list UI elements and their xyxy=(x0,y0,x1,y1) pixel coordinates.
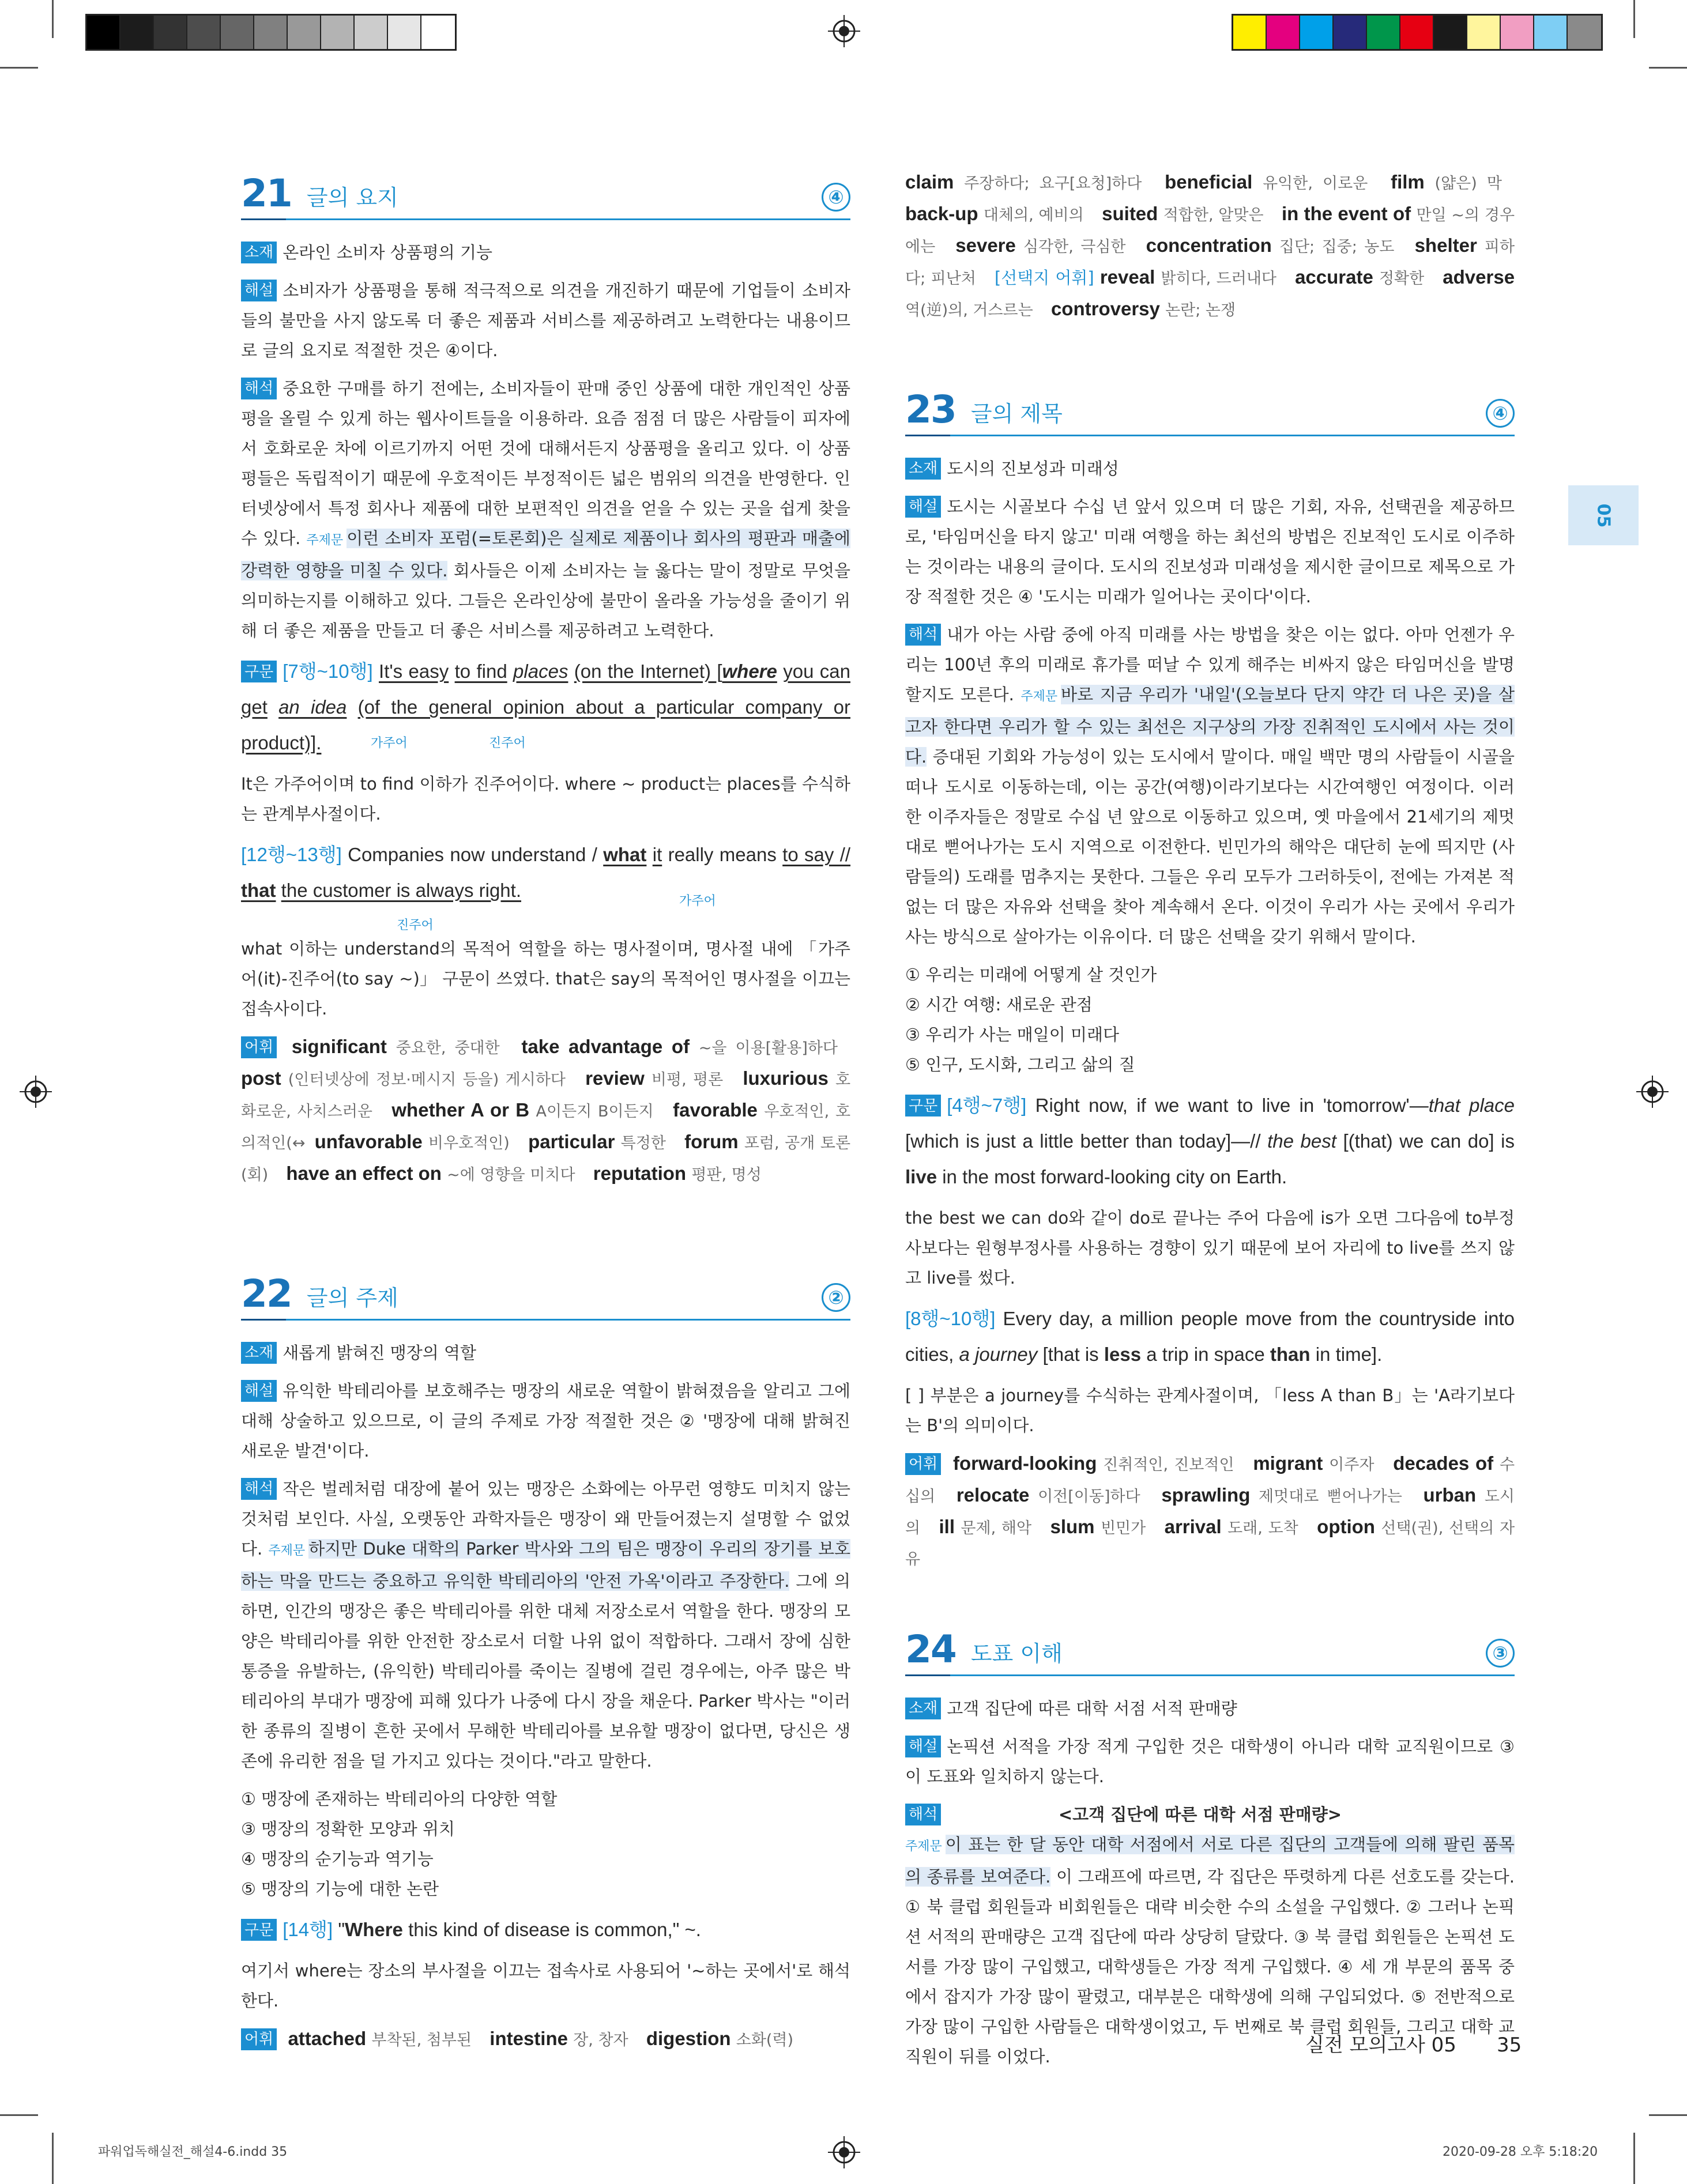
vocab-word: sprawling xyxy=(1161,1484,1251,1506)
vocab-meaning: ~을 이용[활용]하다 xyxy=(698,1039,838,1057)
section-number: 24 xyxy=(905,1627,956,1672)
sentence-fragment: (of the general opinion about a particular company or product)]. xyxy=(241,696,851,753)
vocab-meaning: 이주자 xyxy=(1329,1456,1375,1474)
sentence-fragment: Companies now understand / xyxy=(348,844,597,865)
vocab-word: slum xyxy=(1050,1516,1095,1537)
vocab-meaning: 진취적인, 진보적인 xyxy=(1103,1456,1234,1474)
vocab-meaning: 피하다; 피난처 xyxy=(905,238,1515,288)
vocab-meaning: 적합한, 알맞은 xyxy=(1163,206,1264,224)
sentence-keyword: live xyxy=(905,1166,937,1187)
vocab-meaning: 평판, 명성 xyxy=(691,1166,762,1184)
crop-mark xyxy=(0,2114,38,2116)
vocab-block xyxy=(241,1032,850,1190)
sentence-fragment: in the most forward-looking city on Earth. xyxy=(942,1166,1287,1187)
vocab-meaning: (인터넷상에 정보·메시지 등을) 게시하다 xyxy=(288,1071,566,1089)
vocab-word: arrival xyxy=(1164,1516,1222,1537)
sentence-fragment: to find xyxy=(454,661,507,682)
vocab-word: forum xyxy=(684,1131,739,1152)
sentence-fragment: " xyxy=(338,1919,345,1940)
sentence-keyword: than xyxy=(1270,1344,1311,1365)
vocab-word: particular xyxy=(528,1131,615,1152)
vocab-word: intestine xyxy=(489,2028,568,2049)
sentence-keyword: where xyxy=(722,661,777,682)
color-swatch xyxy=(355,16,388,49)
sojae-block xyxy=(241,237,850,267)
vocab-word: forward-looking xyxy=(953,1453,1097,1474)
vocab-meaning: A이든지 B이든지 xyxy=(536,1103,654,1121)
sojae-tag: 소재 xyxy=(905,1698,941,1719)
choice-item: ③ 우리가 사는 매일이 미래다 xyxy=(905,1025,1120,1044)
sentence-fragment: that place xyxy=(1428,1095,1515,1116)
vocab-meaning: 유익한, 이로운 xyxy=(1263,175,1368,193)
gumun-block xyxy=(905,1088,1515,1195)
vocab-meaning: 심각한, 극심한 xyxy=(1023,238,1126,256)
answer-badge: ③ xyxy=(1486,1639,1515,1668)
color-swatch xyxy=(221,16,254,49)
sojae-block xyxy=(905,454,1515,484)
vocab-word: concentration xyxy=(1146,235,1272,256)
haeseok-text: 중요한 구매를 하기 전에는, 소비자들이 판매 중인 상품에 대한 개인적인 상품평을 올릴 수 있게 하는 웹사이트들을 이용하라. 요즘 점점 더 많은 사람들이 피자에서 호화로운 차에 이르기까지 어떤 것에 대해서든지 상품평을 올리고 있다. 이 상품평들은 독립적이기 때문에 우호적이든 부정적이든 넓은 범위의 의견을 반영한다. 인터넷상에서 특정 회사나 제품에 대한 보편적인 의견을 얻을 수 있는 곳을 쉽게 찾을 수 있다. xyxy=(241,379,850,548)
crop-mark xyxy=(1633,0,1635,38)
vocab-word: suited xyxy=(1102,203,1158,224)
vocab-tag: 어휘 xyxy=(905,1453,941,1475)
vocab-word: whether A or B xyxy=(391,1099,530,1121)
sojae-block xyxy=(905,1693,1515,1723)
vocab-word: decades of xyxy=(1393,1453,1494,1474)
sentence-keyword: that xyxy=(241,880,276,901)
vocab-word: digestion xyxy=(646,2028,731,2049)
crop-mark xyxy=(1649,2114,1687,2116)
line-ref: [7행~10행] xyxy=(283,661,373,682)
right-column xyxy=(905,167,1515,2080)
vocab-meaning: 장, 창자 xyxy=(573,2031,628,2049)
vocab-word: luxurious xyxy=(743,1068,829,1089)
color-swatch xyxy=(1267,16,1300,49)
topic-sentence-label: 주제문 xyxy=(306,533,344,548)
color-swatch xyxy=(1568,16,1601,49)
haeseok-text: 증대된 기회와 가능성이 있는 도시에서 말이다. 매일 백만 명의 사람들이 시골을 떠나 도시로 이동하는데, 이는 공간(여행)이라기보다는 시간여행인 여정이다. 이러한 이주자들은 정말로 수십 년 앞으로 이동하고 있으며, 옛 마을에서 21세기의 제멋대로 뻗어나가는 도시 지역으로 이전한다. 빈민가의 해악은 대단히 눈에 띄지만 (사람들의) 도래를 멈추지는 못한다. 그들은 우리 모두가 그러하듯이, 전에는 가져본 적 없는 더 많은 자유와 선택을 찾아 계속해서 온다. 이것이 우리가 사는 곳에서 우리가 사는 방식으로 살아가는 이유이다. 더 많은 선택을 갖기 위해서 말이다. xyxy=(905,747,1515,946)
color-swatch xyxy=(1534,16,1568,49)
grammar-annotation xyxy=(241,729,850,749)
vocab-meaning: 만일 ~의 경우에는 xyxy=(905,206,1515,256)
sentence-fragment: to say // xyxy=(782,844,851,865)
choice-item: ④ 맹장의 순기능과 역기능 xyxy=(241,1849,434,1869)
sentence-fragment: a trip in space xyxy=(1146,1344,1265,1365)
choice-item: ⑤ 인구, 도시화, 그리고 삶의 질 xyxy=(905,1055,1135,1074)
topic-sentence: 하지만 Duke 대학의 Parker 박사와 그의 팀은 맹장이 우리의 장기를 보호하는 막을 만드는 중요하고 유익한 박테리아의 '안전 가옥'이라고 주장한다. xyxy=(241,1539,850,1591)
print-slug-timestamp: 2020-09-28 오후 5:18:20 xyxy=(1443,2145,1598,2159)
crop-mark xyxy=(1633,2133,1635,2184)
vocab-block xyxy=(905,1449,1515,1575)
vocab-meaning: 대체의, 예비의 xyxy=(983,206,1084,224)
section-23-header xyxy=(905,383,1515,436)
sojae-block xyxy=(241,1338,850,1368)
line-ref: [14행] xyxy=(283,1919,333,1940)
color-swatch xyxy=(421,16,455,49)
vocab-word: reputation xyxy=(593,1163,687,1184)
vocab-word: controversy xyxy=(1050,298,1160,319)
vocab-word: severe xyxy=(955,235,1016,256)
sentence-fragment: Right now, if we want to live in 'tomorrow'— xyxy=(1035,1095,1429,1116)
sentence-fragment: the best xyxy=(1267,1130,1336,1152)
vocab-word: migrant xyxy=(1253,1453,1323,1474)
sentence-fragment: It's easy xyxy=(379,661,449,682)
line-ref: [4행~7행] xyxy=(947,1095,1027,1116)
choice-item: ⑤ 맹장의 기능에 대한 논란 xyxy=(241,1879,439,1899)
sentence-keyword: Where xyxy=(345,1919,403,1940)
vocab-word: urban xyxy=(1423,1484,1477,1506)
gumun-tag: 구문 xyxy=(241,661,277,682)
color-swatch xyxy=(1434,16,1467,49)
section-spacer xyxy=(905,1583,1515,1623)
vocab-word: significant xyxy=(291,1036,387,1057)
vocab-meaning: 역(逆)의, 거스르는 xyxy=(905,301,1033,319)
vocab-meaning: ~에 영향을 미치다 xyxy=(447,1166,575,1184)
vocab-word: have an effect on xyxy=(286,1163,442,1184)
vocab-meaning: 우호적인, 호의적인(↔ xyxy=(241,1103,851,1152)
registration-mark-icon xyxy=(828,2136,860,2168)
gumun-note: [ ] 부분은 a journey를 수식하는 관계사절이며, 「less A than B」는 'A라기보다는 B'의 의미이다. xyxy=(905,1386,1515,1435)
crop-mark xyxy=(1649,67,1687,69)
chapter-number: 05 xyxy=(1593,503,1614,527)
haeseok-text: 그에 의하면, 인간의 맹장은 좋은 박테리아를 위한 대체 저장소로서 역할을 한다. 맹장의 모양은 박테리아를 위한 안전한 장소로서 더할 나위 없이 적합하다. 그래서 장에 심한 통증을 유발하는, (유익한) 박테리아를 죽이는 질병에 걸린 경우에는, 아주 많은 박테리아의 부대가 맹장에 피해 있다가 나중에 다시 장을 채운다. Parker 박사는 "이러한 종류의 질병이 흔한 곳에서 무해한 박테리아를 보유할 맹장이 없다면, 당신은 생존에 유리한 점을 덜 가지고 있다는 것이다."라고 말한다. xyxy=(241,1571,850,1771)
crop-mark xyxy=(52,0,54,38)
section-spacer xyxy=(905,334,1515,383)
line-ref: [12행~13행] xyxy=(241,844,342,865)
vocab-meaning: 정확한 xyxy=(1379,270,1425,288)
vocab-meaning: 비평, 평론 xyxy=(651,1071,724,1089)
color-swatch xyxy=(1467,16,1501,49)
answer-badge: ④ xyxy=(822,183,850,212)
haeseok-block xyxy=(241,1474,850,1776)
vocab-meaning: 도시의 xyxy=(905,1488,1515,1537)
crop-mark xyxy=(0,67,38,69)
vocab-word: post xyxy=(241,1068,281,1089)
color-swatch xyxy=(87,16,120,49)
vocab-meaning: 이전[이동]하다 xyxy=(1038,1488,1140,1506)
color-swatch xyxy=(1501,16,1534,49)
choice-item: ② 시간 여행: 새로운 관점 xyxy=(905,995,1093,1014)
vocab-word: film xyxy=(1391,171,1425,193)
grammar-annotation xyxy=(241,894,850,933)
section-21-header xyxy=(241,167,850,220)
vocab-word: shelter xyxy=(1414,235,1477,256)
sentence-fragment: in time]. xyxy=(1315,1344,1383,1365)
footer-label: 실전 모의고사 05 xyxy=(1305,2034,1456,2057)
sentence-fragment: really means xyxy=(668,844,777,865)
vocab-word: unfavorable xyxy=(314,1131,423,1152)
sentence-fragment: you can get xyxy=(241,661,851,718)
haeseol-text: 도시는 시골보다 수십 년 앞서 있으며 더 많은 기회, 자유, 선택권을 제공하므로, '타임머신을 타지 않고' 미래 여행을 하는 최선의 방법은 진보적인 도시로 이주하는 것이라는 내용의 글이다. 도시의 진보성과 미래성을 제시한 글이므로 제목으로 가장 적절한 것은 ④ '도시는 미래가 일어나는 곳이다'이다. xyxy=(905,497,1515,606)
line-ref: [8행~10행] xyxy=(905,1308,996,1329)
sentence-fragment: [(that) we can do] is xyxy=(1343,1130,1515,1152)
sojae-text: 도시의 진보성과 미래성 xyxy=(947,459,1119,478)
section-number: 21 xyxy=(241,171,292,216)
color-swatch xyxy=(1367,16,1400,49)
vocab-word: option xyxy=(1317,1516,1375,1537)
haeseok-text: 내가 아는 사람 중에 아직 미래를 사는 방법을 찾은 이는 없다. 아마 언젠가 우리는 100년 후의 미래로 휴가를 떠날 수 있게 해주는 비싸지 않은 타임머신을 발명할지도 모른다. xyxy=(905,625,1515,704)
haeseol-text: 소비자가 상품평을 통해 적극적으로 의견을 개진하기 때문에 기업들이 소비자들의 불만을 사지 않도록 더 좋은 제품과 서비스를 제공하려고 노력한다는 내용이므로 글의 요지로 적절한 것은 ④이다. xyxy=(241,281,850,360)
sentence-fragment: [which is just a little better than today]—// xyxy=(905,1130,1261,1152)
vocab-word: accurate xyxy=(1295,266,1373,288)
gumun-tag: 구문 xyxy=(241,1919,277,1941)
registration-mark-icon xyxy=(20,1076,52,1108)
topic-sentence-label: 주제문 xyxy=(905,1839,942,1854)
vocab-meaning: 중요한, 중대한 xyxy=(396,1039,500,1057)
color-swatch xyxy=(388,16,421,49)
annotation-label: 진주어 xyxy=(397,918,434,933)
choice-item: ① 우리는 미래에 어떻게 살 것인가 xyxy=(905,965,1157,985)
vocab-word: take advantage of xyxy=(521,1036,690,1057)
sentence-fragment: the customer is always right. xyxy=(281,880,521,901)
vocab-continued xyxy=(905,167,1515,326)
vocab-word: ill xyxy=(939,1516,955,1537)
haeseol-text: 논픽션 서적을 가장 적게 구입한 것은 대학생이 아니라 대학 교직원이므로 ③이 도표와 일치하지 않는다. xyxy=(905,1737,1515,1786)
sentence-keyword: what xyxy=(603,844,647,865)
sojae-tag: 소재 xyxy=(905,458,941,480)
section-title: 글의 요지 xyxy=(306,185,398,210)
haeseol-block xyxy=(905,492,1515,612)
vocab-word: adverse xyxy=(1443,266,1515,288)
section-title: 글의 주제 xyxy=(306,1285,398,1311)
haeseok-tag: 해석 xyxy=(905,624,941,646)
haeseol-text: 유익한 박테리아를 보호해주는 맹장의 새로운 역할이 밝혀졌음을 알리고 그에 대해 상술하고 있으므로, 이 글의 주제로 가장 적절한 것은 ② '맹장에 대해 밝혀진 새로운 발견'이다. xyxy=(241,1381,850,1461)
vocab-meaning: 호화로운, 사치스러운 xyxy=(241,1071,851,1121)
color-swatch xyxy=(1400,16,1434,49)
vocab-meaning: 포럼, 공개 토론(회) xyxy=(241,1134,851,1184)
sentence-fragment: it xyxy=(652,844,662,865)
vocab-meaning: (얇은) 막 xyxy=(1434,175,1502,193)
topic-sentence: 이 표는 한 달 동안 대학 서점에서 서로 다른 집단의 고객들에 의해 팔린 품목의 종류를 보여준다. xyxy=(905,1835,1515,1887)
haeseok-text: 이 그래프에 따르면, 각 집단은 뚜렷하게 다른 선호도를 갖는다. ① 북 클럽 회원들과 비회원들은 대략 비슷한 수의 소설을 구입했다. ② 그러나 논픽션 서적의 판매량은 고객 집단에 따라 상당히 달랐다. ③ 북 클럽 회원들은 논픽션 도서를 가장 많이 구입했고, 대학생들은 가장 적게 구입했다. ④ 세 개 부문의 품목 중에서 잡지가 가장 많이 팔렸고, 대부분은 대학생에 의해 구입되었다. ⑤ 전반적으로 가장 많이 구입한 사람들은 대학생이었고, 두 번째로 북 클럽 회원들, 그리고 대학 교직원이 뒤를 이었다. xyxy=(905,1867,1515,2066)
haeseol-tag: 해설 xyxy=(241,280,277,301)
topic-sentence-label: 주제문 xyxy=(1021,689,1058,704)
color-swatch xyxy=(288,16,321,49)
vocab-word: beneficial xyxy=(1165,171,1253,193)
gumun-note: what 이하는 understand의 목적어 역할을 하는 명사절이며, 명사절 내에 「가주어(it)-진주어(to say ~)」 구문이 쓰였다. that은 say의 목적어인 명사절을 이끄는 접속사이다. xyxy=(241,939,850,1019)
sentence-fragment: this kind of disease is common," ~. xyxy=(408,1919,701,1940)
sentence-fragment: (on the Internet) [ xyxy=(574,661,722,682)
haeseok-block xyxy=(241,374,850,646)
haeseol-block xyxy=(905,1732,1515,1791)
vocab-word: reveal xyxy=(1099,266,1155,288)
sojae-text: 새롭게 밝혀진 맹장의 역할 xyxy=(283,1343,477,1363)
sentence-fragment: places xyxy=(513,661,568,682)
haeseok-text: 작은 벌레처럼 대장에 붙어 있는 맹장은 소화에는 아무런 영향도 미치지 않는 것처럼 보인다. 사실, 오랫동안 과학자들은 맹장이 왜 만들어졌는지 설명할 수 없었다. xyxy=(241,1479,850,1559)
haeseok-tag: 해석 xyxy=(241,378,277,399)
vocab-meaning: 특정한 xyxy=(620,1134,666,1152)
haeseol-block xyxy=(241,1376,850,1466)
color-swatch xyxy=(1233,16,1267,49)
choice-item: ① 맹장에 존재하는 박테리아의 다양한 역할 xyxy=(241,1789,558,1809)
topic-sentence-label: 주제문 xyxy=(268,1544,306,1558)
process-color-bar xyxy=(1232,14,1603,51)
vocab-meaning: 수십의 xyxy=(905,1456,1515,1506)
haeseok-tag: 해석 xyxy=(241,1478,277,1500)
color-swatch xyxy=(321,16,355,49)
sentence-fragment: a journey xyxy=(959,1344,1038,1365)
section-title: 글의 제목 xyxy=(970,401,1063,427)
gumun-note: It은 가주어이며 to find 이하가 진주어이다. where ~ product는 places를 수식하는 관계부사절이다. xyxy=(241,774,850,824)
gray-color-bar xyxy=(85,14,457,51)
color-swatch xyxy=(1334,16,1367,49)
annotation-label: 가주어 xyxy=(679,894,716,908)
gumun-block xyxy=(905,1301,1515,1372)
section-number: 22 xyxy=(241,1272,292,1316)
sojae-tag: 소재 xyxy=(241,242,277,263)
section-number: 23 xyxy=(905,387,956,432)
vocab-block xyxy=(241,2024,850,2055)
gumun-tag: 구문 xyxy=(905,1095,941,1116)
sojae-text: 고객 집단에 따른 대학 서점 서적 판매량 xyxy=(947,1699,1237,1718)
haeseok-block xyxy=(905,620,1515,952)
annotation-label: 가주어 xyxy=(371,736,408,750)
section-24-header xyxy=(905,1623,1515,1676)
left-column xyxy=(241,167,850,2064)
color-swatch xyxy=(120,16,154,49)
answer-badge: ④ xyxy=(1486,399,1515,428)
sentence-keyword: less xyxy=(1104,1344,1142,1365)
section-spacer xyxy=(241,1198,850,1268)
vocab-word: attached xyxy=(288,2028,367,2049)
haeseol-tag: 해설 xyxy=(241,1380,277,1402)
registration-mark-icon xyxy=(1636,1076,1669,1108)
print-slug-file: 파워업독해실전_해설4-6.indd 35 xyxy=(98,2145,288,2159)
gumun-note: 여기서 where는 장소의 부사절을 이끄는 접속사로 사용되어 '~하는 곳에서'로 해석한다. xyxy=(241,1961,850,2011)
vocab-tag: 어휘 xyxy=(241,2028,277,2050)
haeseok-tag: 해석 xyxy=(905,1804,941,1825)
gumun-block xyxy=(241,837,850,908)
section-22-header xyxy=(241,1268,850,1321)
sentence-fragment: an idea xyxy=(278,696,347,718)
vocab-tag: 어휘 xyxy=(241,1036,277,1058)
crop-mark xyxy=(52,2133,54,2184)
page-number: 35 xyxy=(1496,2034,1522,2057)
vocab-meaning: 논란; 논쟁 xyxy=(1165,301,1236,319)
vocab-word: review xyxy=(585,1068,645,1089)
sojae-tag: 소재 xyxy=(241,1342,277,1364)
gumun-block xyxy=(241,1912,850,1948)
vocab-meaning: 빈민가 xyxy=(1100,1519,1146,1537)
chapter-side-tab xyxy=(1568,485,1639,545)
haeseok-text: 회사들은 이제 소비자는 늘 옳다는 말이 정말로 무엇을 의미하는지를 이해하고 있다. 그들은 온라인상에 불만이 올라올 가능성을 줄이기 위해 더 좋은 제품을 만들고 더 좋은 서비스를 제공하려고 노력한다. xyxy=(241,561,851,640)
haeseol-tag: 해설 xyxy=(905,496,941,518)
registration-mark-icon xyxy=(828,15,860,47)
vocab-word: relocate xyxy=(956,1484,1030,1506)
vocab-meaning: 소화(력) xyxy=(736,2031,794,2049)
vocab-meaning: 부착된, 첨부된 xyxy=(371,2031,472,2049)
sentence-fragment: Every day, a million people move from the countryside into cities, xyxy=(905,1308,1515,1365)
color-swatch xyxy=(187,16,221,49)
topic-sentence: 바로 지금 우리가 '내일'(오늘보다 단지 약간 더 나은 곳)을 살고자 한다면 우리가 할 수 있는 최선은 지구상의 가장 진취적인 도시에서 사는 것이다. xyxy=(905,685,1515,767)
color-swatch xyxy=(154,16,187,49)
vocab-word: in the event of xyxy=(1281,203,1411,224)
haeseok-block xyxy=(905,1800,1515,1830)
vocab-word: favorable xyxy=(673,1099,758,1121)
choice-vocab-label: [선택지 어휘] xyxy=(994,268,1094,288)
annotation-label: 진주어 xyxy=(489,736,526,750)
vocab-meaning: 선택(권), 선택의 자유 xyxy=(905,1519,1515,1568)
color-swatch xyxy=(254,16,288,49)
vocab-word: claim xyxy=(905,171,954,193)
page-footer xyxy=(1305,2029,1522,2057)
answer-badge: ② xyxy=(822,1283,850,1312)
haeseol-tag: 해설 xyxy=(905,1736,941,1757)
vocab-meaning: 제멋대로 뻗어나가는 xyxy=(1259,1488,1402,1506)
choice-item: ③ 맹장의 정확한 모양과 위치 xyxy=(241,1819,455,1839)
section-title: 도표 이해 xyxy=(970,1641,1063,1666)
color-swatch xyxy=(1300,16,1334,49)
vocab-word: back-up xyxy=(905,203,978,224)
vocab-meaning: 집단; 집중; 농도 xyxy=(1279,238,1395,256)
chart-title: <고객 집단에 따른 대학 서점 판매량> xyxy=(1058,1805,1342,1824)
gumun-note: the best we can do와 같이 do로 끝나는 주어 다음에 is가 오면 그다음에 to부정사보다는 원형부정사를 사용하는 경향이 있기 때문에 보어 자리에 to live를 쓰지 않고 live를 썼다. xyxy=(905,1208,1515,1288)
sentence-fragment: [that is xyxy=(1042,1344,1099,1365)
vocab-meaning: 도래, 도착 xyxy=(1227,1519,1298,1537)
vocab-meaning: 밝히다, 드러내다 xyxy=(1161,270,1276,288)
vocab-meaning: 주장하다; 요구[요청]하다 xyxy=(964,175,1142,193)
haeseol-block xyxy=(241,276,850,365)
topic-sentence: 이런 소비자 포럼(=토론회)은 실제로 제품이나 회사의 평판과 매출에 강력한 영향을 미칠 수 있다. xyxy=(241,529,851,580)
sojae-text: 온라인 소비자 상품평의 기능 xyxy=(283,243,493,262)
vocab-meaning: 문제, 해악 xyxy=(961,1519,1032,1537)
vocab-meaning: 비우호적인) xyxy=(428,1134,510,1152)
